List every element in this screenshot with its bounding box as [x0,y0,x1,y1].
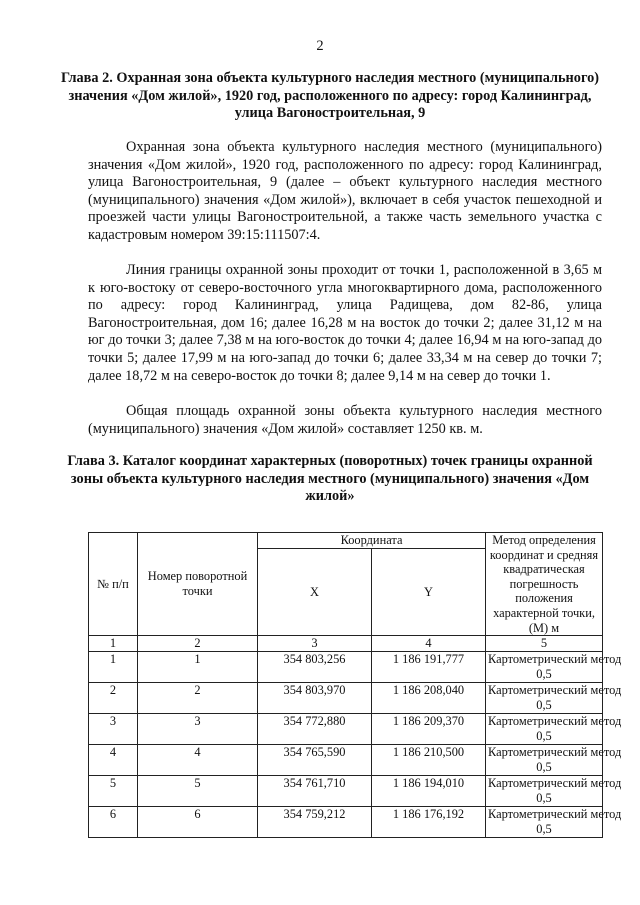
method-error: 0,5 [536,759,552,774]
header-coordinate: Координата [258,533,486,549]
paragraph-boundary-line: Линия границы охранной зоны проходит от точки 1, расположенной в 3,65 м к юго-востоку от северо-восточного угла многоквартирного дома, расположенного по адресу: город Калининград, улица Радищева, дом 82-86, улица Вагоностроительная, дом 16; далее 16,28 м на восток до точки 2; далее 31,12 м на юг до точки 3; далее 7,38 м на юго-восток до точки 4; далее 16,94 м на юго-запад до точки 5; далее 17,99 м на юго-запад до точки 6; далее 33,34 м на север до точки 7; далее 18,72 м на северо-восток до точки 8; далее 9,14 м на север до точки 1. [88,262,602,384]
cell-x: 354 761,710 [258,776,372,807]
cell-x: 354 765,590 [258,745,372,776]
method-error: 0,5 [536,790,552,805]
cell-x: 354 803,256 [258,652,372,683]
header-y: Y [372,549,486,636]
cell-method [486,807,622,838]
table-row [89,683,603,714]
cell-num: 4 [89,745,138,776]
column-number-row [89,636,603,652]
table-row [89,807,603,838]
table-row [89,652,603,683]
cell-num: 3 [89,714,138,745]
method-error: 0,5 [536,666,552,681]
table-row [89,714,603,745]
method-name: Картометрический метод [488,683,622,698]
header-num: № п/п [89,533,138,636]
cell-method [486,745,622,776]
cell-point: 2 [138,683,258,714]
column-number: 1 [89,636,138,652]
cell-y: 1 186 194,010 [372,776,486,807]
cell-point: 3 [138,714,258,745]
cell-point: 6 [138,807,258,838]
header-x: X [258,549,372,636]
paragraph-protected-zone: Охранная зона объекта культурного наследия местного (муниципального) значения «Дом жилой», 1920 год, расположенного по адресу: город Калининград, улица Вагоностроительная, 9 (далее – объект культурного наследия местного (муниципального) значения «Дом жилой»), включает в себя участок пешеходной и проезжей части улицы Вагоностроительной, а также часть земельного участка с кадастровым номером 39:15:111507:4. [88,139,602,243]
cell-y: 1 186 191,777 [372,652,486,683]
cell-x: 354 772,880 [258,714,372,745]
cell-num: 2 [89,683,138,714]
method-name: Картометрический метод [488,745,622,760]
cell-x: 354 803,970 [258,683,372,714]
cell-method [486,776,622,807]
coordinates-table [88,532,622,838]
paragraph-total-area: Общая площадь охранной зоны объекта культурного наследия местного (муниципального) значения «Дом жилой» составляет 1250 кв. м. [88,403,602,437]
column-number: 2 [138,636,258,652]
cell-y: 1 186 210,500 [372,745,486,776]
cell-y: 1 186 209,370 [372,714,486,745]
cell-num: 5 [89,776,138,807]
column-number: 4 [372,636,486,652]
method-name: Картометрический метод [488,776,622,791]
chapter-3-title: Глава 3. Каталог координат характерных (поворотных) точек границы охранной зоны объекта культурного наследия местного (муниципального) значения «Дом жилой» [67,453,593,505]
cell-point: 5 [138,776,258,807]
method-name: Картометрический метод [488,807,622,822]
method-error: 0,5 [536,821,552,836]
cell-point: 1 [138,652,258,683]
table-row [89,745,603,776]
method-error: 0,5 [536,697,552,712]
cell-num: 6 [89,807,138,838]
header-point: Номер поворотной точки [138,533,258,636]
cell-y: 1 186 208,040 [372,683,486,714]
chapter-2-title: Глава 2. Охранная зона объекта культурного наследия местного (муниципального) значения «Дом жилой», 1920 год, расположенного по адресу: город Калининград, улица Вагоностроительная, 9 [61,70,599,122]
method-name: Картометрический метод [488,714,622,729]
column-number: 5 [486,636,603,652]
cell-method [486,683,622,714]
cell-point: 4 [138,745,258,776]
cell-num: 1 [89,652,138,683]
cell-x: 354 759,212 [258,807,372,838]
table-row [89,776,603,807]
cell-method [486,714,622,745]
method-name: Картометрический метод [488,652,622,667]
header-method: Метод определения координат и средняя квадратическая погрешность положения характерной точки, (М) м [486,533,603,636]
method-error: 0,5 [536,728,552,743]
column-number: 3 [258,636,372,652]
page-number: 2 [316,38,324,54]
cell-method [486,652,622,683]
cell-y: 1 186 176,192 [372,807,486,838]
